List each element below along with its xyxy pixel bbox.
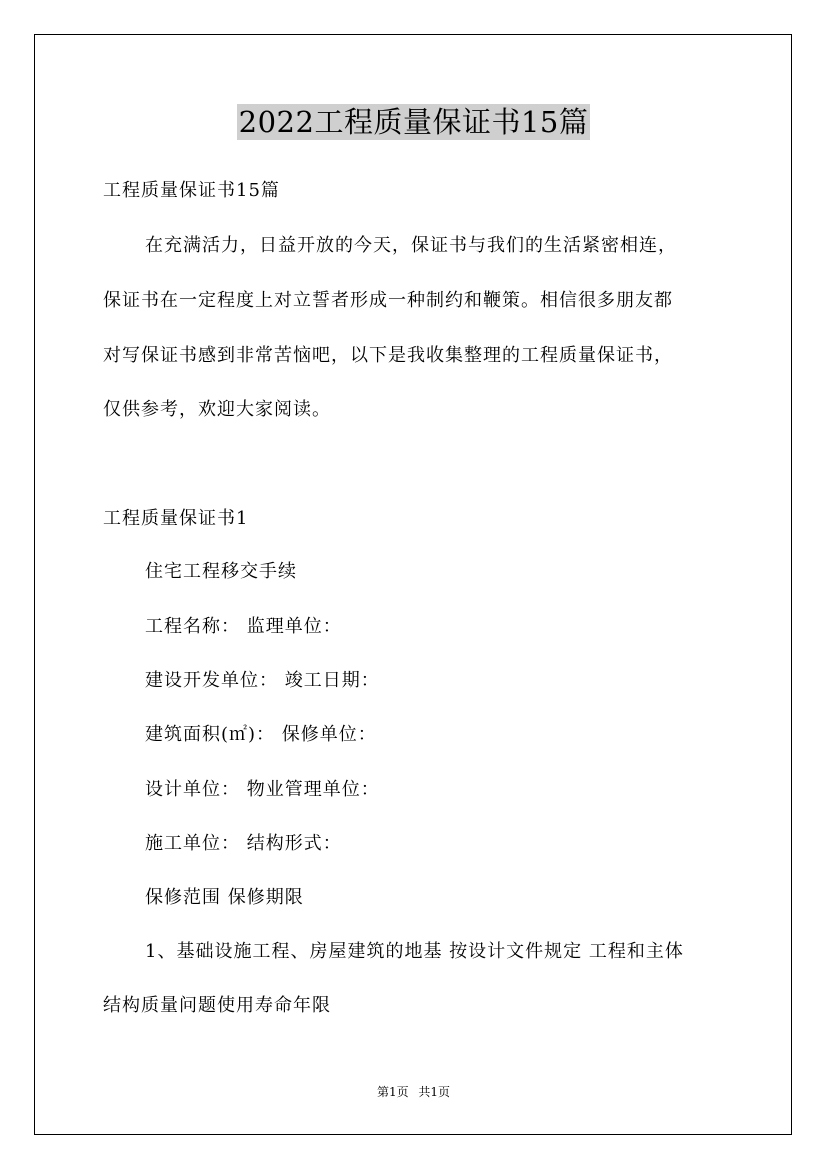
section-1-line-4: 建筑面积(㎡)： 保修单位： <box>145 724 377 745</box>
section-1-line-3: 建设开发单位： 竣工日期： <box>145 670 380 691</box>
document-subtitle: 工程质量保证书15篇 <box>103 180 280 201</box>
section-1-line-8: 1、基础设施工程、房屋建筑的地基 按设计文件规定 工程和主体 <box>145 941 684 962</box>
intro-line-2: 保证书在一定程度上对立誓者形成一种制约和鞭策。相信很多朋友都 <box>103 290 673 311</box>
section-1-continuation: 结构质量问题使用寿命年限 <box>103 995 331 1016</box>
document-title: 2022工程质量保证书15篇 <box>238 105 589 139</box>
section-1-line-5: 设计单位： 物业管理单位： <box>145 779 380 800</box>
section-1-line-7: 保修范围 保修期限 <box>145 887 304 908</box>
title-container <box>0 104 827 140</box>
intro-line-4: 仅供参考，欢迎大家阅读。 <box>103 399 331 420</box>
section-1-heading: 工程质量保证书1 <box>103 508 249 529</box>
page-number: 第1页 <box>376 1085 409 1099</box>
section-1-line-1: 住宅工程移交手续 <box>145 561 297 582</box>
page-total: 共1页 <box>418 1085 451 1099</box>
page-footer <box>0 1084 827 1100</box>
intro-line-1: 在充满活力，日益开放的今天，保证书与我们的生活紧密相连， <box>145 235 677 256</box>
section-1-line-2: 工程名称： 监理单位： <box>145 616 342 637</box>
intro-line-3: 对写保证书感到非常苦恼吧，以下是我收集整理的工程质量保证书， <box>103 345 673 366</box>
section-1-line-6: 施工单位： 结构形式： <box>145 833 342 854</box>
